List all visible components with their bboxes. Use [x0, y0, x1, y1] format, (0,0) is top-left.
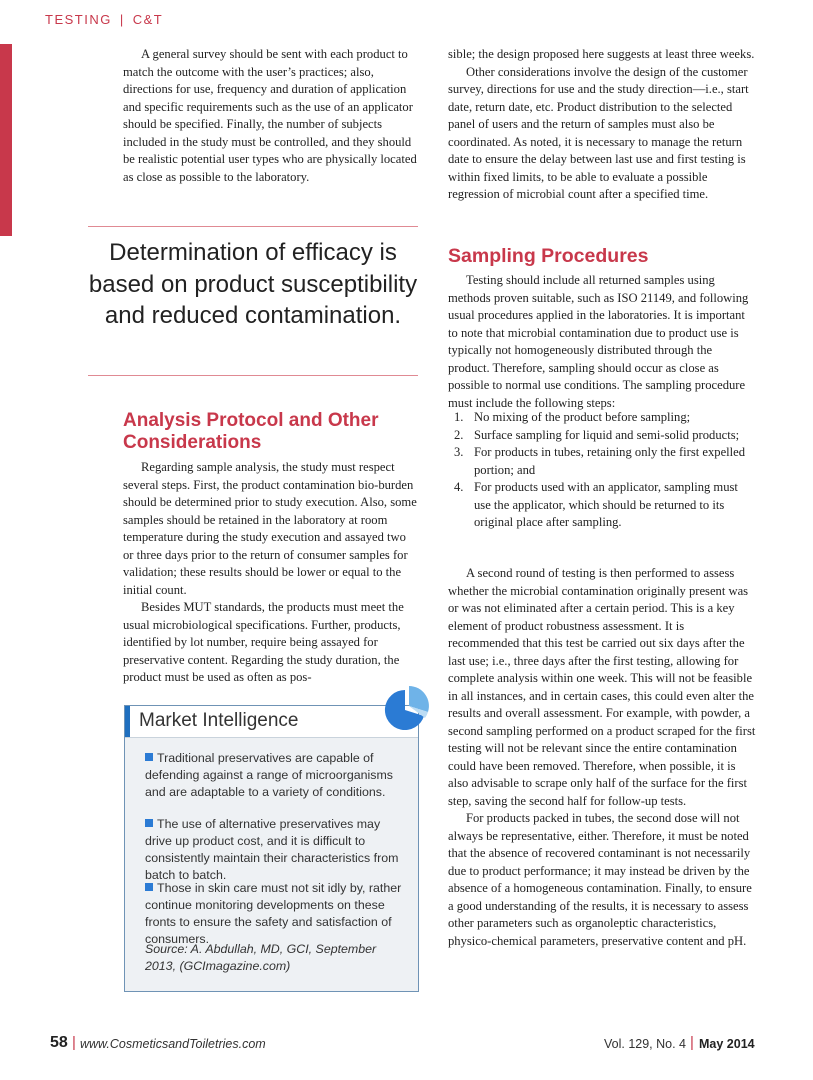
list-item	[448, 444, 756, 479]
market-intelligence-source: Source: A. Abdullah, MD, GCI, September 2013, (GCImagazine.com)	[145, 942, 377, 973]
considerations-paragraph: Other considerations involve the design of the customer survey, directions for use and the study direction—i.e., start date, return date, etc. Product distribution to the selected panel of users and the return of samples must also be coordinated. As noted, it is necessary to manage the return date to ensure the delay between last use and first testing is within fixed limits, to be able to evaluate a possible regression of microbial count after a specified time.	[448, 64, 749, 201]
market-intelligence-item	[145, 750, 407, 801]
step-number: 2.	[454, 427, 464, 442]
list-item	[448, 409, 756, 427]
continued-paragraph: sible; the design proposed here suggests at least three weeks.	[448, 47, 755, 61]
title-accent-bar	[125, 706, 130, 737]
bullet-square-icon	[145, 753, 153, 761]
tubes-paragraph: For products packed in tubes, the second dose will not always be representative, either. Therefore, it must be noted that the absence of recovered contaminant is not necessarily due to product performance; it may instead be driven by the absence of a homogeneous contamination. Finally, to ensure a good understanding of the results, it is necessary to assess other parameters such as organoleptic characteristics, physico-chemical parameters, preservative content and pH.	[448, 811, 752, 948]
pullquote-rule-top	[88, 226, 418, 227]
section-label: TESTING	[45, 12, 112, 27]
market-intelligence-titlebar	[125, 706, 418, 738]
footer-volume: Vol. 129, No. 4	[604, 1037, 687, 1051]
step-number: 1.	[454, 410, 464, 424]
footer-url-link[interactable]: www.CosmeticsandToiletries.com	[80, 1037, 266, 1051]
market-intelligence-item	[145, 880, 407, 948]
step-number: 4.	[454, 480, 464, 494]
right-column-top	[448, 46, 756, 204]
sampling-steps-list	[448, 409, 756, 532]
item-text: Traditional preservatives are capable of defending against a range of microorganisms and are adaptable to a variety of conditions.	[145, 751, 393, 799]
sampling-heading: Sampling Procedures	[448, 245, 649, 267]
list-item	[448, 427, 756, 445]
market-intelligence-title: Market Intelligence	[139, 710, 299, 731]
list-item	[448, 479, 756, 532]
item-text: The use of alternative preservatives may drive up product cost, and it is difficult to consistently maintain their characteristics from batch to batch.	[145, 817, 399, 882]
analysis-heading: Analysis Protocol and Other Considerations	[123, 410, 379, 453]
sampling-paragraph: Testing should include all returned samples using methods proven suitable, such as ISO 21149, and following usual procedures applied in the laboratories. It is important to note that microbial contamination due to product use is typically not homogeneously distributed through the product. Therefore, sampling should occur as close as possible to normal use conditions. The sampling procedure must include the following steps:	[448, 273, 749, 410]
intro-paragraph: A general survey should be sent with each product to match the outcome with the user’s practices; also, directions for use, frequency and duration of application and specific requirements such as the use of an applicator should be specified. Finally, the number of subjects included in the study must be controlled, and they should be realistic potential user types who are physically located as close as possible to the laboratory.	[123, 47, 417, 184]
item-text: Those in skin care must not sit idly by, rather continue monitoring developments on these fronts to ensure the safety and satisfaction of consumers.	[145, 881, 402, 946]
header-separator: |	[119, 12, 125, 27]
footer-separator: |	[72, 1034, 76, 1051]
footer-date: May 2014	[699, 1037, 755, 1051]
pie-chart-icon	[379, 684, 435, 732]
analysis-section	[123, 459, 419, 687]
running-header	[45, 12, 163, 27]
step-text: For products in tubes, retaining only the first expelled portion; and	[474, 445, 746, 477]
step-number: 3.	[454, 445, 464, 459]
pullquote-rule-bottom	[88, 375, 418, 376]
analysis-paragraph-1: Regarding sample analysis, the study must respect several steps. First, the product contamination bio-burden should be determined prior to study execution. Also, some samples should be retained in the laboratory at room temperature during the study execution and assayed two or three days prior to the return of consumer samples for validation; these results should be lower or equal to the initial count.	[123, 460, 417, 597]
pull-quote: Determination of efficacy is based on product susceptibility and reduced contamination.	[88, 239, 418, 329]
bullet-square-icon	[145, 819, 153, 827]
market-intelligence-item	[145, 816, 407, 884]
page-edge-bar	[0, 44, 12, 236]
step-text: No mixing of the product before sampling;	[474, 410, 691, 424]
market-intelligence-box	[124, 705, 419, 992]
magazine-label: C&T	[132, 12, 164, 27]
analysis-paragraph-2: Besides MUT standards, the products must meet the usual microbiological specifications. Further, products, identified by lot number, require being assayed for preservative content. Regarding the study duration, the product must be used as often as pos-	[123, 600, 404, 684]
footer-separator: |	[690, 1034, 694, 1051]
step-text: Surface sampling for liquid and semi-solid products;	[474, 427, 740, 442]
step-text: For products used with an applicator, sampling must use the applicator, which should be returned to its original place after sampling.	[474, 480, 738, 529]
page-number: 58	[50, 1034, 68, 1051]
second-round-paragraph: A second round of testing is then performed to assess whether the microbial contamination originally present was or was not eliminated after a certain period. This is a key element of product robustness assessment. It is recommended that this test be carried out six days after the last use; i.e., three days after the first testing, allowing for complete analysis within one week. This will not be feasible in all instances, and in certain cases, this could even alter the results and overall assessment. For example, with powder, a second sampling performed on a product scraped for the first testing will not be relevant since the entire contamination could have been removed. Therefore, when possible, it is also advisable to scrape only half of the surface for the first step, saving the second half for follow-up tests.	[448, 566, 756, 808]
bullet-square-icon	[145, 883, 153, 891]
right-column-bottom	[448, 565, 756, 950]
